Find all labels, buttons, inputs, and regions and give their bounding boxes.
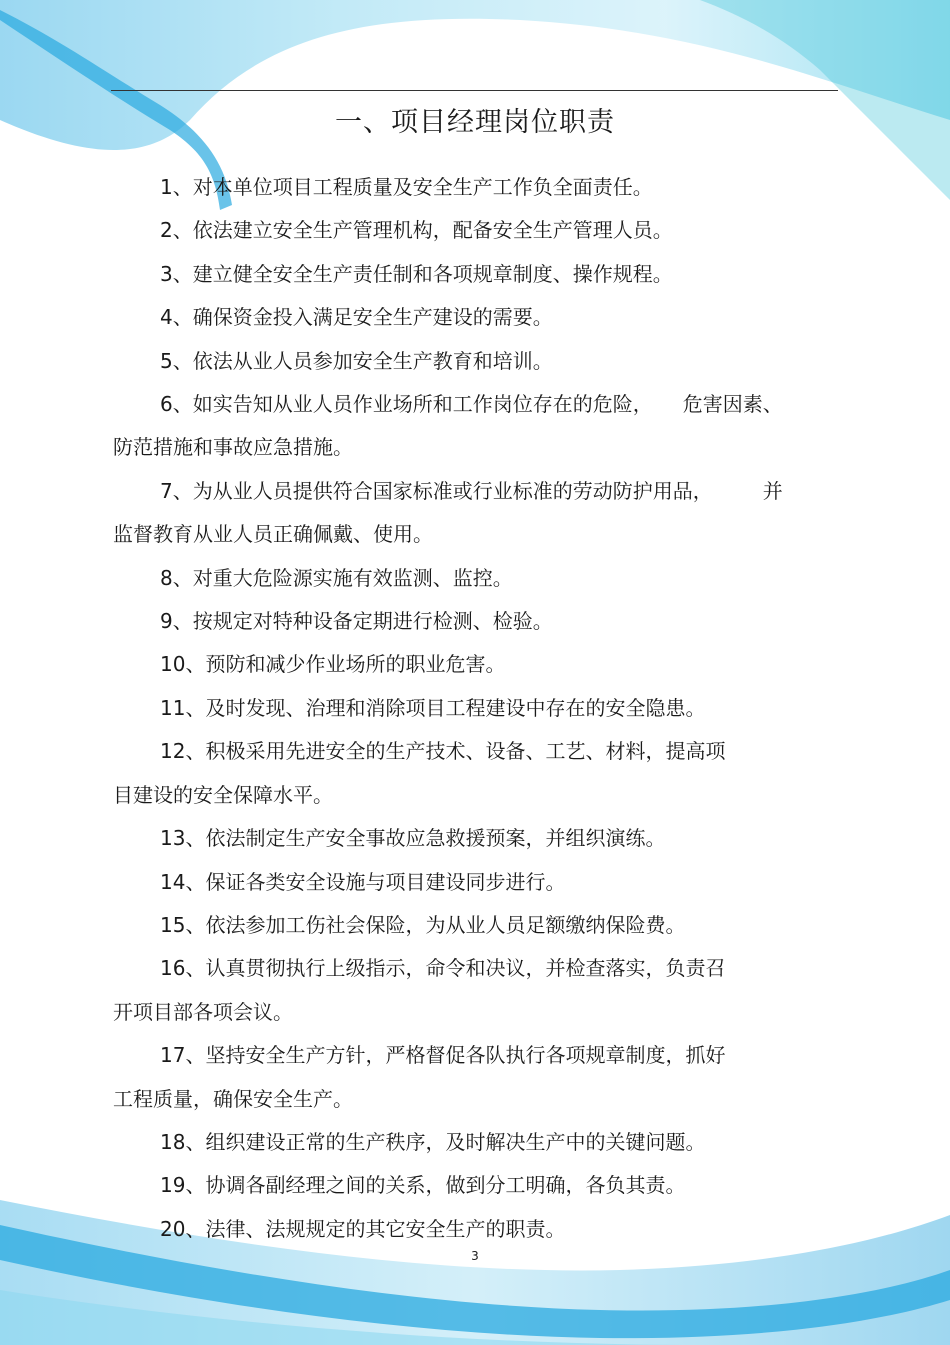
- list-item: [113, 166, 838, 209]
- list-item-text: 11、及时发现、治理和消除项目工程建设中存在的安全隐患。: [160, 695, 706, 720]
- list-item-text: 10、预防和减少作业场所的职业危害。: [160, 652, 506, 677]
- list-item: [113, 340, 838, 383]
- list-item: [113, 947, 838, 1034]
- list-item-text: 20、法律、法规规定的其它安全生产的职责。: [160, 1216, 566, 1241]
- list-item: [113, 904, 838, 947]
- list-item-text: 14、保证各类安全设施与项目建设同步进行。: [160, 869, 566, 894]
- page-number: 3: [471, 1249, 479, 1263]
- list-item-text: 13、依法制定生产安全事故应急救援预案，并组织演练。: [160, 826, 666, 851]
- list-item-text: 17、坚持安全生产方针，严格督促各队执行各项规章制度，抓好: [160, 1043, 726, 1068]
- list-item-continuation: 防范措施和事故应急措施。: [113, 435, 353, 460]
- list-item: [113, 861, 838, 904]
- list-item-text: 5、依法从业人员参加安全生产教育和培训。: [160, 348, 553, 373]
- list-item-text: 9、按规定对特种设备定期进行检测、检验。: [160, 609, 553, 634]
- list-item-text: 3、建立健全安全生产责任制和各项规章制度、操作规程。: [160, 261, 673, 286]
- list-item: [113, 209, 838, 252]
- list-item: [113, 1208, 838, 1251]
- duty-list: [113, 166, 838, 1251]
- list-item: [113, 557, 838, 600]
- header-rule: [111, 90, 838, 91]
- list-item-text: 2、依法建立安全生产管理机构，配备安全生产管理人员。: [160, 218, 673, 243]
- list-item-text: 16、认真贯彻执行上级指示，命令和决议，并检查落实，负责召: [160, 956, 726, 981]
- list-item-text: 6、如实告知从业人员作业场所和工作岗位存在的危险， 危害因素、: [160, 392, 783, 417]
- list-item-text: 8、对重大危险源实施有效监测、监控。: [160, 565, 513, 590]
- list-item: [113, 687, 838, 730]
- list-item-continuation: 开项目部各项会议。: [113, 999, 293, 1024]
- list-item: [113, 1164, 838, 1207]
- list-item: [113, 817, 838, 860]
- list-item: [113, 1034, 838, 1121]
- list-item: [113, 1121, 838, 1164]
- list-item: [113, 383, 838, 470]
- list-item-continuation: 目建设的安全保障水平。: [113, 782, 333, 807]
- list-item-text: 18、组织建设正常的生产秩序，及时解决生产中的关键问题。: [160, 1129, 706, 1154]
- list-item-continuation: 工程质量，确保安全生产。: [113, 1086, 353, 1111]
- list-item: [113, 470, 838, 557]
- list-item-text: 15、依法参加工伤社会保险，为从业人员足额缴纳保险费。: [160, 912, 686, 937]
- list-item: [113, 296, 838, 339]
- list-item-text: 19、协调各副经理之间的关系，做到分工明确，各负其责。: [160, 1173, 686, 1198]
- list-item-text: 4、确保资金投入满足安全生产建设的需要。: [160, 305, 553, 330]
- page-title: 一、项目经理岗位职责: [335, 107, 615, 138]
- list-item: [113, 253, 838, 296]
- list-item-text: 1、对本单位项目工程质量及安全生产工作负全面责任。: [160, 175, 653, 199]
- list-item-continuation: 监督教育从业人员正确佩戴、使用。: [113, 522, 433, 547]
- list-item: [113, 730, 838, 817]
- list-item: [113, 643, 838, 686]
- list-item-text: 12、积极采用先进安全的生产技术、设备、工艺、材料，提高项: [160, 739, 726, 764]
- list-item: [113, 600, 838, 643]
- list-item-text: 7、为从业人员提供符合国家标准或行业标准的劳动防护用品， 并: [160, 478, 783, 503]
